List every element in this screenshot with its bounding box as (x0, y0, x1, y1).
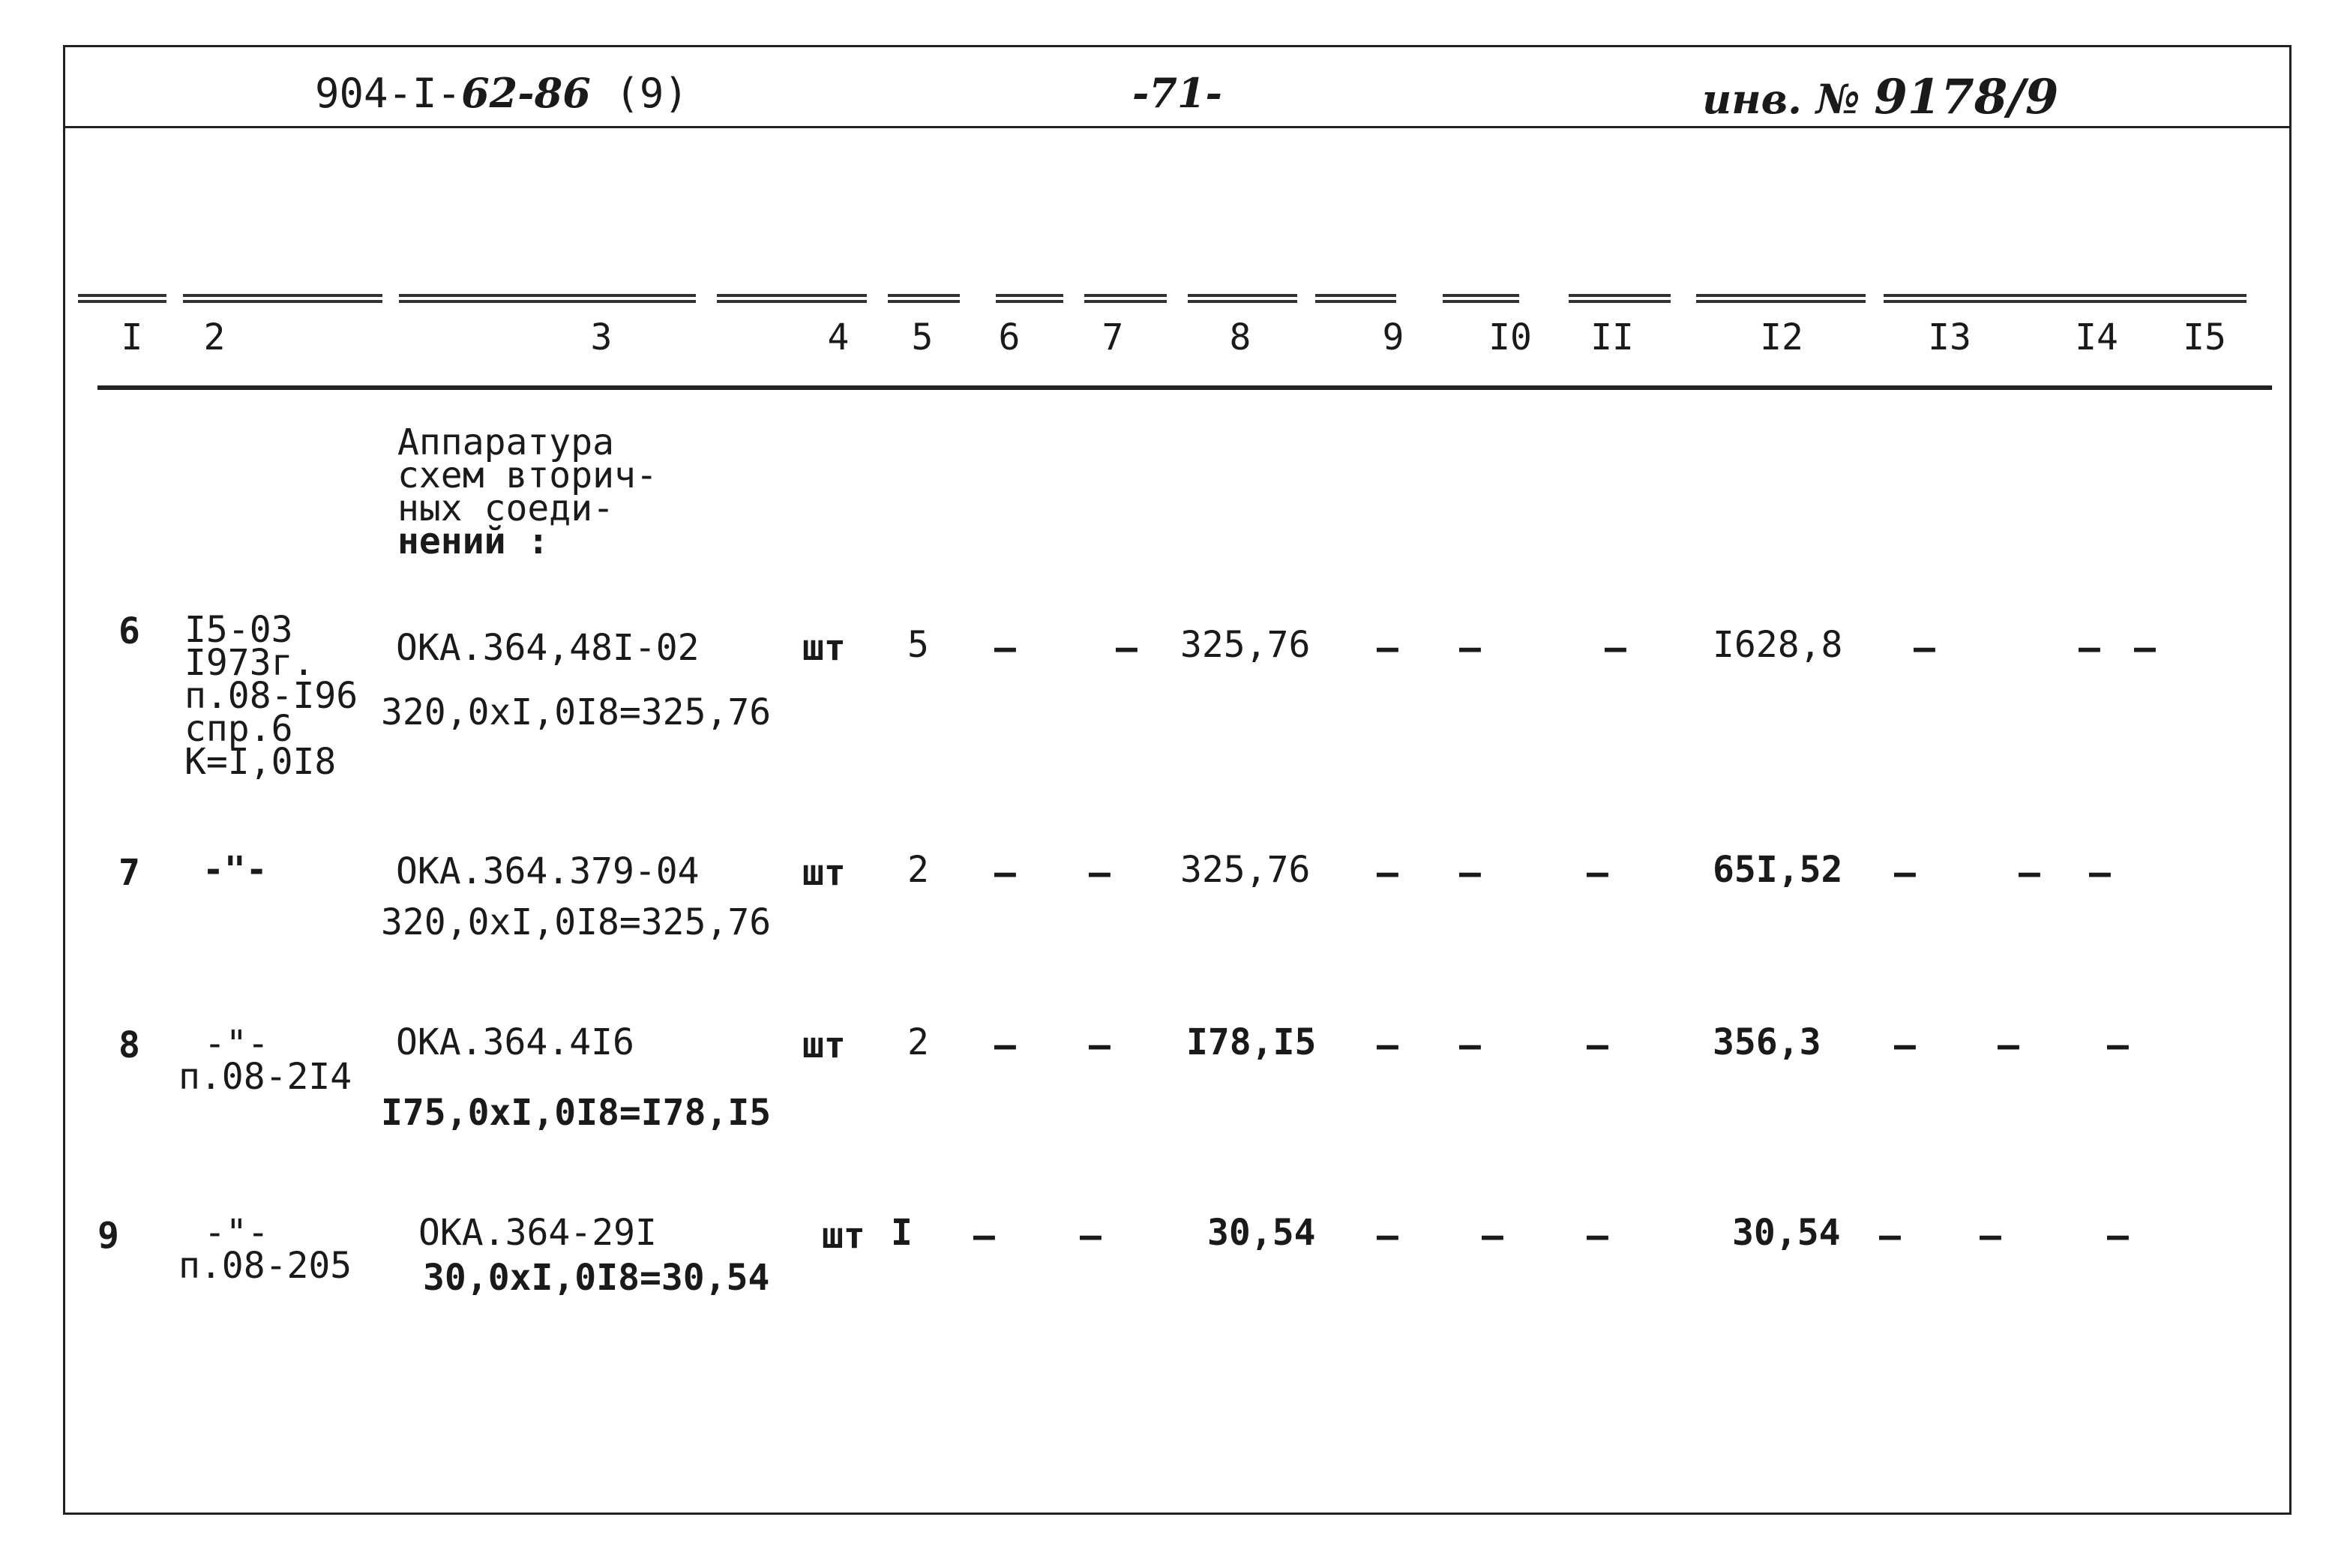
reference-line: п.08-205 (178, 1245, 352, 1287)
row-quantity: I (891, 1212, 913, 1254)
reference-line: п.08-2I4 (178, 1056, 352, 1098)
page-frame (63, 45, 2292, 1515)
row-price: I78,I5 (1186, 1021, 1317, 1063)
section-title-line: схем вторич- (397, 454, 658, 496)
row-unit: шт (802, 852, 846, 894)
row-quantity: 5 (907, 624, 929, 666)
row-col10: – (1459, 627, 1481, 669)
column-number: I3 (1928, 316, 1971, 358)
row-reference (184, 609, 358, 783)
column-number: II (1590, 316, 1634, 358)
row-col7: – (1089, 852, 1111, 894)
header-rule (97, 385, 2272, 390)
row-col6: – (994, 1024, 1016, 1066)
inventory-value: 9178/9 (1874, 69, 2059, 125)
row-col6: – (994, 627, 1016, 669)
row-col7: – (1080, 1215, 1102, 1257)
column-number: 3 (590, 316, 613, 358)
column-number: 6 (998, 316, 1021, 358)
row-reference: -"- (202, 849, 268, 891)
row-col11: – (1587, 852, 1608, 894)
column-number: 7 (1102, 316, 1124, 358)
column-number: I0 (1488, 316, 1532, 358)
row-reference (178, 1212, 352, 1287)
row-col6: – (973, 1215, 995, 1257)
row-col13: – (1894, 852, 1916, 894)
column-number: 5 (911, 316, 934, 358)
row-calculation: 320,0хI,0I8=325,76 (381, 691, 772, 733)
document-part: (9) (615, 70, 688, 117)
column-header-dashes (0, 294, 2347, 304)
row-col11: – (1587, 1024, 1608, 1066)
header-divider (63, 126, 2292, 128)
row-price: 325,76 (1180, 849, 1311, 891)
row-col10: – (1459, 852, 1481, 894)
row-col15: – (2107, 1024, 2129, 1066)
inventory-label: инв. № (1702, 75, 1860, 123)
row-total: 65I,52 (1713, 849, 1843, 891)
row-quantity: 2 (907, 1021, 929, 1063)
row-price: 30,54 (1207, 1212, 1316, 1254)
column-number: 4 (827, 316, 850, 358)
row-col9: – (1377, 1024, 1398, 1066)
section-title (397, 421, 658, 562)
reference-line: К=I,0I8 (184, 741, 337, 783)
row-col15: – (2089, 852, 2111, 894)
row-quantity: 2 (907, 849, 929, 891)
column-number: 8 (1229, 316, 1251, 358)
row-name: ОКА.364.4I6 (396, 1021, 634, 1063)
row-col14: – (2079, 627, 2100, 669)
row-price: 325,76 (1180, 624, 1311, 666)
row-total: 356,3 (1713, 1021, 1821, 1063)
column-number: 2 (203, 316, 226, 358)
row-total: 30,54 (1732, 1212, 1841, 1254)
column-number: I4 (2075, 316, 2118, 358)
inventory-number (1702, 69, 2058, 125)
row-name: ОКА.364-29I (418, 1212, 657, 1254)
row-col10: – (1482, 1215, 1503, 1257)
row-number: 9 (97, 1215, 119, 1257)
row-name: ОКА.364,48I-02 (396, 627, 700, 669)
row-number: 8 (118, 1024, 140, 1066)
reference-line: I973г. (184, 642, 315, 684)
column-number: 9 (1382, 316, 1404, 358)
row-col14: – (2019, 852, 2040, 894)
document-code (315, 69, 688, 117)
section-title-line: ных соеди- (397, 487, 614, 529)
column-number: I2 (1760, 316, 1803, 358)
row-col11: – (1587, 1215, 1608, 1257)
column-number: I (121, 316, 143, 358)
row-col15: – (2134, 627, 2156, 669)
row-calculation: I75,0хI,0I8=I78,I5 (381, 1092, 772, 1134)
row-col7: – (1116, 627, 1138, 669)
row-total: I628,8 (1713, 624, 1843, 666)
section-title-line: Аппаратура (397, 421, 614, 463)
row-reference (178, 1023, 352, 1098)
row-col9: – (1377, 627, 1398, 669)
column-number: I5 (2183, 316, 2226, 358)
section-title-line: нений : (397, 520, 550, 562)
row-number: 6 (118, 610, 140, 652)
row-number: 7 (118, 852, 140, 894)
reference-line: I5-03 (184, 609, 293, 651)
row-unit: шт (802, 627, 846, 669)
row-unit: шт (822, 1215, 865, 1257)
row-col13: – (1914, 627, 1935, 669)
row-col10: – (1459, 1024, 1481, 1066)
row-col9: – (1377, 852, 1398, 894)
row-col14: – (1998, 1024, 2019, 1066)
row-col14: – (1980, 1215, 2001, 1257)
page-number: -71- (1132, 69, 1222, 117)
document-code-handwritten: 62-86 (461, 69, 591, 117)
row-name: ОКА.364.379-04 (396, 850, 700, 892)
reference-line: п.08-I96 (184, 675, 358, 717)
reference-line: спр.6 (184, 708, 293, 750)
reference-line: -"- (204, 1023, 269, 1065)
row-calculation: 30,0хI,0I8=30,54 (423, 1257, 770, 1299)
row-col9: – (1377, 1215, 1398, 1257)
reference-line: -"- (204, 1212, 269, 1254)
row-calculation: 320,0хI,0I8=325,76 (381, 901, 772, 943)
row-col11: – (1605, 627, 1626, 669)
row-unit: шт (802, 1024, 846, 1066)
row-col6: – (994, 852, 1016, 894)
row-col7: – (1089, 1024, 1111, 1066)
document-code-printed: 904-I- (315, 70, 462, 117)
row-col13: – (1879, 1215, 1901, 1257)
row-col15: – (2107, 1215, 2129, 1257)
row-col13: – (1894, 1024, 1916, 1066)
